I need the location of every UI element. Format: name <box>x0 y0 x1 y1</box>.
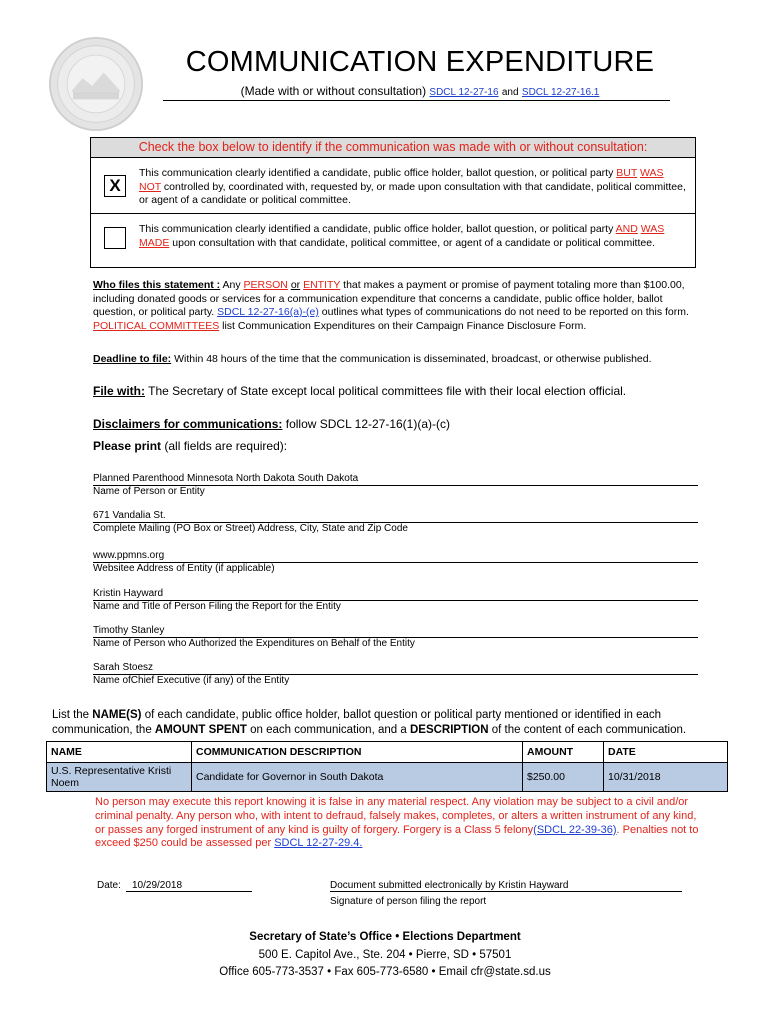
footer-contact: Office 605-773-3537 • Fax 605-773-6580 • Email cfr@state.sd.us <box>219 966 551 978</box>
subtitle-prefix: (Made with or without consultation) <box>240 84 427 98</box>
col-name-header: NAME <box>47 742 192 763</box>
deadline-heading: Deadline to file: <box>93 353 172 365</box>
signature-field[interactable]: Document submitted electronically by Kristin Hayward <box>330 880 682 892</box>
political-committees-link[interactable]: POLITICAL COMMITTEES <box>93 319 220 332</box>
signature-label: Signature of person filing the report <box>330 896 487 907</box>
disclaimers-heading: Disclaimers for communications: <box>93 417 283 431</box>
authorizer-name-field[interactable]: Timothy Stanley <box>93 625 165 636</box>
forgery-sdcl-link[interactable]: (SDCL 22-39-36) <box>533 823 617 836</box>
without-consultation-checkbox[interactable]: X <box>104 175 126 197</box>
col-description-header: COMMUNICATION DESCRIPTION <box>192 742 523 763</box>
deadline-paragraph: Deadline to file: Within 48 hours of the time that the communication is disseminated, broadcast, or otherwise published. <box>93 353 652 365</box>
disclaimers-paragraph: Disclaimers for communications: follow SDCL 12-27-16(1)(a)-(c) <box>93 417 451 431</box>
sdcl-exemptions-link[interactable]: SDCL 12-27-16(a)-(e) <box>217 306 319 319</box>
field-label: Name of Person or Entity <box>93 486 205 497</box>
date-label: Date: <box>97 880 121 891</box>
field-label: Name and Title of Person Filing the Report for the Entity <box>93 601 341 612</box>
file-with-paragraph: File with: The Secretary of State except local political committees file with their local election official. <box>93 384 627 398</box>
file-with-heading: File with: <box>93 384 145 398</box>
consultation-divider <box>91 213 695 214</box>
expenditure-table <box>46 741 728 792</box>
table-header-row <box>47 742 728 763</box>
field-label: Name ofChief Executive (if any) of the Entity <box>93 675 290 686</box>
list-instructions: List the NAME(S) of each candidate, public office holder, ballot question or political party mentioned or identified in each communication, the AMOUNT SPENT on each communication, and a DESCRIPTION of the content of each communication. <box>52 709 687 736</box>
entity-link[interactable]: ENTITY <box>303 279 341 291</box>
option-with-consultation-text: This communication clearly identified a candidate, public office holder, ballot question, or political party AND WAS MADE upon consultation with that candidate, political committee, or agent of a candidate or political committee. <box>139 223 665 249</box>
field-label: Name of Person who Authorized the Expenditures on Behalf of the Entity <box>93 638 415 649</box>
please-print-heading: Please print <box>93 439 162 453</box>
state-seal-icon <box>48 36 144 132</box>
footer-office: Secretary of State’s Office • Elections Department <box>249 931 521 943</box>
was-made-highlight: WAS MADE <box>139 223 665 249</box>
penalty-sdcl-link[interactable]: SDCL 12-27-29.4. <box>274 837 363 850</box>
please-print-paragraph: Please print (all fields are required): <box>93 439 288 453</box>
sdcl-link-1[interactable]: SDCL 12-27-16 <box>429 87 499 98</box>
sdcl-link-2[interactable]: SDCL 12-27-16.1 <box>521 87 600 98</box>
date-field[interactable]: 10/29/2018 <box>126 880 252 892</box>
mailing-address-field[interactable]: 671 Vandalia St. <box>93 510 166 521</box>
col-date-header: DATE <box>604 742 728 763</box>
chief-executive-field[interactable]: Sarah Stoesz <box>93 662 154 673</box>
subtitle-and: and <box>501 87 519 98</box>
with-consultation-checkbox[interactable] <box>104 227 126 249</box>
row-date-cell[interactable]: 10/31/2018 <box>604 763 728 792</box>
title-rule <box>163 100 670 101</box>
row-description-cell[interactable]: Candidate for Governor in South Dakota <box>192 763 523 792</box>
col-amount-header: AMOUNT <box>523 742 604 763</box>
was-not-highlight: WAS NOT <box>139 167 664 193</box>
legal-warning: No person may execute this report knowing it is false in any material respect. Any violation may be subject to a civil and/or criminal penalty. Any person who, with intent to defraud, falsely makes, completes, or alters a written instrument of any kind, or passes any forged instrument of any kind is guilty of forgery. Forgery is a Class 5 felony(SDCL 22-39-36). Penalties not to exceed $250 could be assessed per SDCL 12-27-29.4. <box>95 796 699 850</box>
person-link[interactable]: PERSON <box>243 279 288 291</box>
consultation-header: Check the box below to identify if the communication was made with or without consultation: <box>91 138 695 158</box>
field-label: Complete Mailing (PO Box or Street) Address, City, State and Zip Code <box>93 523 408 534</box>
consultation-box <box>90 137 696 268</box>
who-files-paragraph: Who files this statement : Any PERSON or ENTITY that makes a payment or promise of payment totaling more than $100.00, including donated goods or services for a communication expenditure that concerns a candidate, public office holder, ballot question, or political party. SDCL 12-27-16(a)-(e) outlines what types of communications do not need to be reported on this form. POLITICAL COMMITTEES list Communication Expenditures on their Campaign Finance Disclosure Form. <box>93 279 689 332</box>
row-name-cell[interactable]: U.S. Representative Kristi Noem <box>47 763 192 792</box>
but-highlight: BUT <box>616 167 638 179</box>
field-label: Websitee Address of Entity (if applicable) <box>93 563 275 574</box>
page-title: COMMUNICATION EXPENDITURE <box>185 46 655 78</box>
and-highlight: AND <box>615 223 638 235</box>
filer-name-field[interactable]: Kristin Hayward <box>93 588 164 599</box>
who-files-heading: Who files this statement : <box>93 279 221 291</box>
entity-name-field[interactable]: Planned Parenthood Minnesota North Dakota South Dakota <box>93 473 359 484</box>
page-subtitle <box>160 84 680 98</box>
table-row <box>47 763 728 792</box>
footer-address: 500 E. Capitol Ave., Ste. 204 • Pierre, SD • 57501 <box>258 949 512 961</box>
option-without-consultation-text: This communication clearly identified a candidate, public office holder, ballot question, or political party BUT WAS NOT controlled by, coordinated with, requested by, or made upon consultation with that candidate, political committee, or agent of a candidate or political committee. <box>139 167 686 207</box>
website-field[interactable]: www.ppmns.org <box>93 550 165 561</box>
row-amount-cell[interactable]: $250.00 <box>523 763 604 792</box>
